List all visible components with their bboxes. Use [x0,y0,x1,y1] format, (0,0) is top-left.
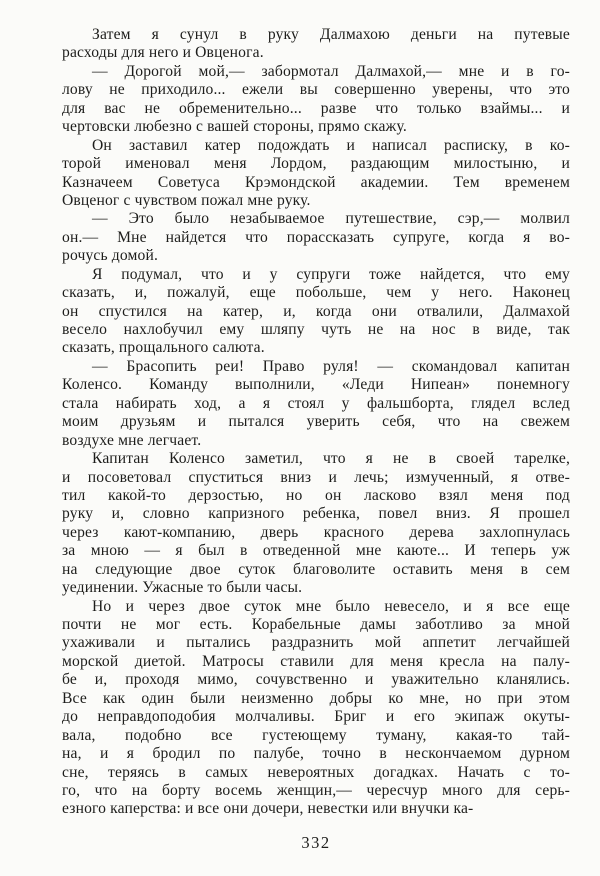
text-line: Коленсо. Команду выполнили, «Леди Нипеан» понемногу [62,376,570,394]
text-line: Овценог с чувством пожал мне руку. [62,191,311,209]
text-line: Капитан Коленсо заметил, что я не в своей тарелке, [92,450,570,468]
text-line: он спустился на катер, и, когда они отвалили, Далмахой [62,302,570,320]
text-line: — Дорогой мой,— забормотал Далмахой,— мне и в го- [92,62,570,80]
text-line: Все как один были неизменно добры ко мне, но при этом [62,689,570,707]
text-line: моим друзьям и пытался уверить себя, что на свежем [62,413,570,431]
page-number: 332 [301,833,331,852]
text-line: чертовски любезно с вашей стороны, прямо скажу. [62,118,407,136]
text-line: сказать, и, пожалуй, еще побольше, чем у него. Наконец [62,284,570,302]
text-line: ухаживали и пытались раздразнить мой аппетит легчайшей [62,634,570,652]
text-line: и посоветовал спуститься вниз и лечь; измученный, я отве- [62,468,570,486]
text-line: вала, подобно все густеющему туману, какая-то тай- [62,726,570,744]
text-line: Казначеем Советуса Крэмондской академии. Тем временем [62,173,570,191]
text-line: Я подумал, что и у супруги тоже найдется, что ему [92,265,570,283]
text-line: почти не мог есть. Корабельные дамы заботливо за мной [62,616,570,633]
text-line: сне, теряясь в самых невероятных догадках. Начать с то- [62,763,570,781]
text-line: через кают-компанию, дверь красного дерева захлопнулась [62,523,570,541]
text-line: расходы для него и Овценога. [62,44,264,62]
text-line: Но и через двое суток мне было невесело, и я все еще [92,597,570,615]
text-line: езного каперства: и все они дочери, невестки или внучки ка- [62,800,474,818]
text-line: торой именовал меня Лордом, раздающим милостыню, и [62,155,570,173]
text-line: рочусь домой. [62,247,159,265]
text-line: лову не приходило... ежели вы совершенно уверены, что это [62,81,570,99]
text-line: Затем я сунул в руку Далмахою деньги на путевые [92,26,570,43]
text-line: морской диетой. Матросы ставили для меня кресла на палу- [62,652,570,670]
text-line: воздухе мне легчает. [62,431,202,449]
text-line: Он заставил катер подождать и написал расписку, в ко- [92,136,570,154]
text-line: бе и, проходя мимо, сочувственно и уважительно кланялись. [62,671,570,689]
text-line: руку и, словно капризного ребенка, повел вниз. Я прошел [62,505,570,523]
text-line: тил какой-то дерзостью, но он ласково взял меня под [62,486,570,504]
text-line: — Брасопить реи! Право руля! — скомандовал капитан [92,357,570,375]
text-line: го, что на борту восемь женщин,— чересчур много для серь- [62,781,570,799]
text-line: на следующие двое суток благоволите оставить меня в сем [62,560,570,578]
text-line: он.— Мне найдется что порассказать супруге, когда я во- [62,228,570,246]
text-line: на, и я бродил по палубе, точно в нескончаемом дурном [62,745,570,763]
text-line: для вас не обременительно... разве что только взаймы... и [62,99,570,117]
text-line: до неправдоподобия молчаливы. Бриг и его экипаж окуты- [62,708,570,726]
page-text [62,26,570,819]
text-line: сказать, прощального салюта. [62,339,265,357]
text-line: — Это было незабываемое путешествие, сэр,— молвил [92,210,570,228]
text-line: стала набирать ход, а я стоял у фальшборта, глядел вслед [62,394,570,412]
text-line: уединении. Ужасные то были часы. [62,579,303,597]
text-line: за мною — я был в отведенной мне каюте... И теперь уж [62,542,570,560]
text-line: весело нахлобучил ему шляпу чуть не на нос в виде, так [62,321,570,338]
